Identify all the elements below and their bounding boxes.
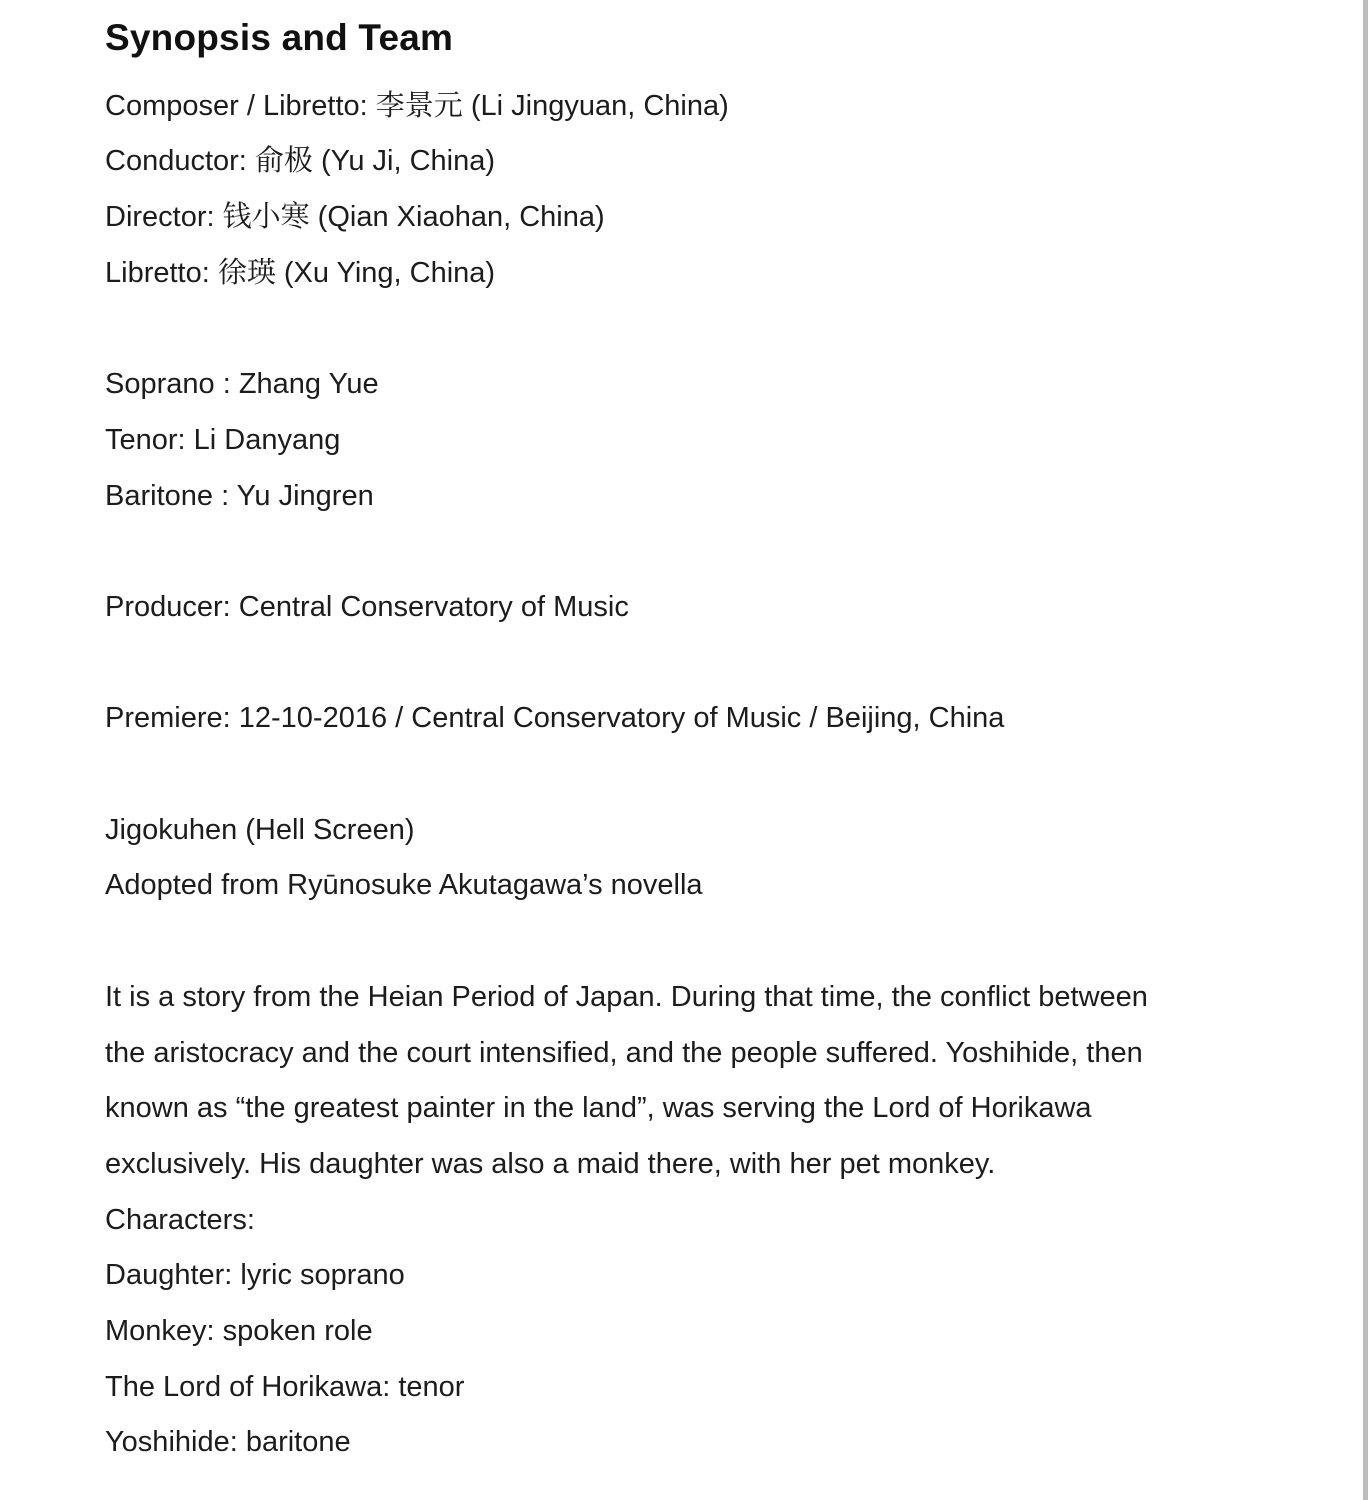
synopsis-line: It is a story from the Heian Period of Japan. During that time, the conflict between — [105, 981, 1148, 1013]
libretto-line: Libretto: 徐瑛 (Xu Ying, China) — [105, 257, 496, 289]
work-title: Jigokuhen (Hell Screen) — [105, 814, 415, 846]
baritone-line: Baritone : Yu Jingren — [105, 480, 374, 512]
characters-heading: Characters: — [105, 1204, 255, 1236]
tenor-line: Tenor: Li Danyang — [105, 424, 341, 456]
character-item: Daughter: lyric soprano — [105, 1259, 405, 1291]
character-item: Monkey: spoken role — [105, 1315, 373, 1347]
premiere-line: Premiere: 12-10-2016 / Central Conservatory of Music / Beijing, China — [105, 702, 1005, 734]
work-source: Adopted from Ryūnosuke Akutagawa’s novella — [105, 869, 703, 901]
director-line: Director: 钱小寒 (Qian Xiaohan, China) — [105, 201, 605, 233]
producer-line: Producer: Central Conservatory of Music — [105, 591, 629, 623]
composer-line: Composer / Libretto: 李景元 (Li Jingyuan, China) — [105, 90, 729, 122]
character-item: The Lord of Horikawa: tenor — [105, 1371, 465, 1403]
character-item: Yoshihide: baritone — [105, 1426, 351, 1458]
synopsis-line: exclusively. His daughter was also a maid there, with her pet monkey. — [105, 1148, 996, 1180]
synopsis-line: known as “the greatest painter in the land”, was serving the Lord of Horikawa — [105, 1092, 1092, 1124]
page-edge-border — [1363, 0, 1368, 1500]
soprano-line: Soprano : Zhang Yue — [105, 368, 379, 400]
document-title: Synopsis and Team — [105, 17, 454, 58]
synopsis-line: the aristocracy and the court intensified, and the people suffered. Yoshihide, then — [105, 1037, 1143, 1069]
conductor-line: Conductor: 俞极 (Yu Ji, China) — [105, 145, 496, 177]
